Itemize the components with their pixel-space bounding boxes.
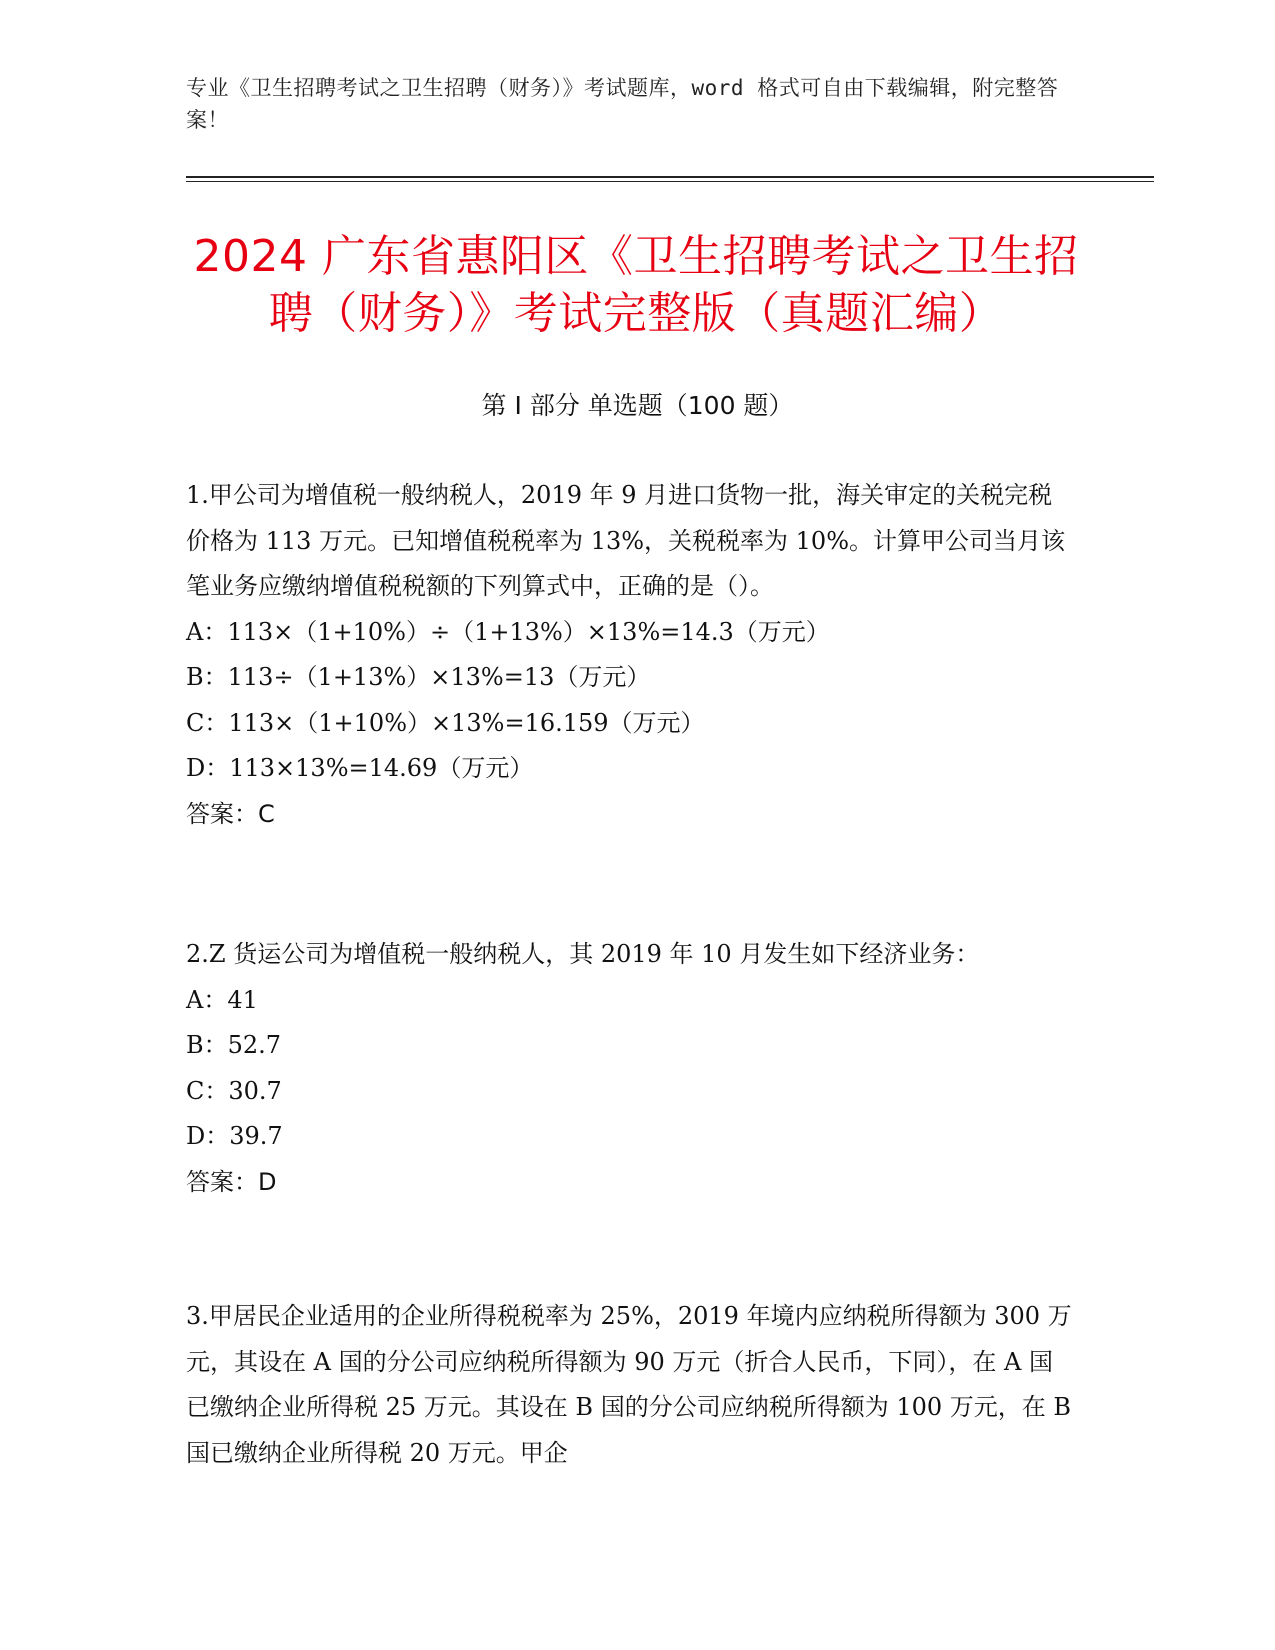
- option-a: A：41: [186, 985, 258, 1014]
- question-3: [186, 1294, 1076, 1476]
- option-a: A：113×（1+10%）÷（1+13%）×13%=14.3（万元）: [186, 617, 830, 646]
- question-1: [186, 473, 1076, 837]
- answer: 答案：D: [186, 1167, 277, 1196]
- option-b: B：113÷（1+13%）×13%=13（万元）: [186, 663, 651, 691]
- header-rule-thin: [186, 181, 1154, 182]
- option-b: B：52.7: [186, 1031, 282, 1059]
- option-d: D：39.7: [186, 1122, 283, 1150]
- question-2: [186, 932, 1076, 1205]
- document-title: 2024 广东省惠阳区《卫生招聘考试之卫生招聘（财务）》考试完整版（真题汇编）: [193, 231, 1079, 339]
- header-note: 专业《卫生招聘考试之卫生招聘（财务）》考试题库，word 格式可自由下载编辑，附完整答案！: [186, 76, 1059, 132]
- question-stem: 2.Z 货运公司为增值税一般纳税人，其 2019 年 10 月发生如下经济业务：: [186, 940, 980, 968]
- answer: 答案：C: [186, 799, 275, 828]
- question-stem: 1.甲公司为增值税一般纳税人，2019 年 9 月进口货物一批，海关审定的关税完税价格为 113 万元。已知增值税税率为 13%，关税税率为 10%。计算甲公司当月该笔业务应缴纳增值税税额的下列算式中，正确的是（）。: [186, 481, 1066, 600]
- option-d: D：113×13%=14.69（万元）: [186, 754, 534, 782]
- header-rule-thick: [186, 176, 1154, 178]
- question-stem: 3.甲居民企业适用的企业所得税税率为 25%，2019 年境内应纳税所得额为 300 万元，其设在 A 国的分公司应纳税所得额为 90 万元（折合人民币，下同），在 A 国已缴纳企业所得税 25 万元。其设在 B 国的分公司应纳税所得额为 100 万元，在 B 国已缴纳企业所得税 20 万元。甲企: [186, 1302, 1072, 1467]
- option-c: C：30.7: [186, 1076, 282, 1105]
- option-c: C：113×（1+10%）×13%=16.159（万元）: [186, 708, 705, 737]
- section-heading: 第 I 部分 单选题（100 题）: [481, 391, 794, 420]
